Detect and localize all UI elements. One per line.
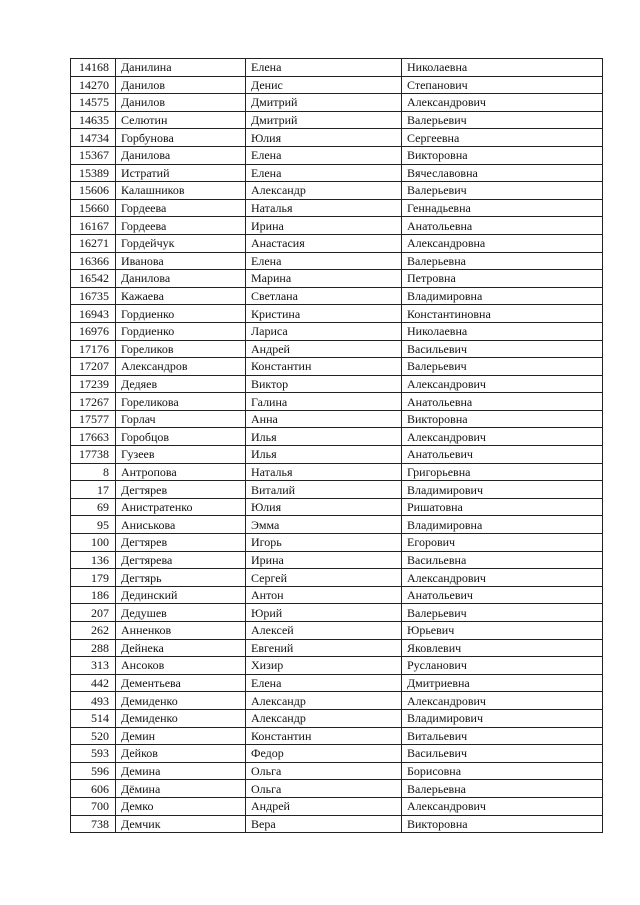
table-row	[71, 340, 603, 358]
cell-first-name: Ирина	[246, 551, 402, 569]
table-row	[71, 199, 603, 217]
cell-last-name: Истратий	[116, 164, 246, 182]
cell-record-number: 16943	[71, 305, 116, 323]
cell-record-number: 493	[71, 692, 116, 710]
table-row	[71, 375, 603, 393]
table-row	[71, 111, 603, 129]
cell-last-name: Дегтярь	[116, 569, 246, 587]
cell-record-number: 14270	[71, 76, 116, 94]
cell-last-name: Данилина	[116, 59, 246, 77]
cell-last-name: Демчик	[116, 815, 246, 833]
table-row	[71, 287, 603, 305]
cell-record-number: 738	[71, 815, 116, 833]
cell-record-number: 15606	[71, 182, 116, 200]
cell-last-name: Гордиенко	[116, 322, 246, 340]
cell-patronymic: Борисовна	[402, 762, 603, 780]
table-row	[71, 76, 603, 94]
cell-patronymic: Сергеевна	[402, 129, 603, 147]
cell-first-name: Константин	[246, 727, 402, 745]
cell-last-name: Аниськова	[116, 516, 246, 534]
cell-last-name: Демиденко	[116, 709, 246, 727]
cell-record-number: 520	[71, 727, 116, 745]
cell-last-name: Данилова	[116, 270, 246, 288]
cell-record-number: 14168	[71, 59, 116, 77]
cell-first-name: Александр	[246, 182, 402, 200]
cell-record-number: 16366	[71, 252, 116, 270]
table-row	[71, 604, 603, 622]
table-row	[71, 129, 603, 147]
table-row	[71, 94, 603, 112]
cell-record-number: 17239	[71, 375, 116, 393]
cell-first-name: Галина	[246, 393, 402, 411]
cell-last-name: Данилов	[116, 94, 246, 112]
cell-patronymic: Валерьевна	[402, 252, 603, 270]
cell-last-name: Гордиенко	[116, 305, 246, 323]
cell-first-name: Игорь	[246, 534, 402, 552]
cell-record-number: 17207	[71, 358, 116, 376]
cell-last-name: Гореликов	[116, 340, 246, 358]
cell-last-name: Горлач	[116, 410, 246, 428]
cell-patronymic: Викторовна	[402, 815, 603, 833]
cell-last-name: Дединский	[116, 586, 246, 604]
cell-record-number: 17738	[71, 446, 116, 464]
cell-patronymic: Вячеславовна	[402, 164, 603, 182]
cell-first-name: Елена	[246, 146, 402, 164]
table-row	[71, 639, 603, 657]
table-row	[71, 410, 603, 428]
table-row	[71, 498, 603, 516]
cell-record-number: 700	[71, 797, 116, 815]
cell-first-name: Ирина	[246, 217, 402, 235]
cell-record-number: 100	[71, 534, 116, 552]
table-row	[71, 569, 603, 587]
cell-record-number: 95	[71, 516, 116, 534]
cell-first-name: Наталья	[246, 199, 402, 217]
cell-record-number: 14734	[71, 129, 116, 147]
table-row	[71, 358, 603, 376]
table-row	[71, 146, 603, 164]
table-row	[71, 270, 603, 288]
cell-last-name: Анненков	[116, 622, 246, 640]
cell-record-number: 14635	[71, 111, 116, 129]
cell-patronymic: Александрович	[402, 692, 603, 710]
cell-first-name: Виктор	[246, 375, 402, 393]
cell-last-name: Дедушев	[116, 604, 246, 622]
cell-first-name: Эмма	[246, 516, 402, 534]
cell-record-number: 179	[71, 569, 116, 587]
cell-patronymic: Валерьевна	[402, 780, 603, 798]
cell-record-number: 16271	[71, 234, 116, 252]
roster-table-body	[71, 59, 603, 833]
cell-patronymic: Александрович	[402, 569, 603, 587]
cell-patronymic: Александрович	[402, 797, 603, 815]
cell-last-name: Антропова	[116, 463, 246, 481]
cell-record-number: 16167	[71, 217, 116, 235]
cell-first-name: Александр	[246, 692, 402, 710]
cell-first-name: Александр	[246, 709, 402, 727]
cell-first-name: Хизир	[246, 657, 402, 675]
cell-first-name: Денис	[246, 76, 402, 94]
cell-patronymic: Ришатовна	[402, 498, 603, 516]
cell-patronymic: Александрович	[402, 375, 603, 393]
cell-last-name: Горбунова	[116, 129, 246, 147]
cell-patronymic: Николаевна	[402, 322, 603, 340]
cell-first-name: Марина	[246, 270, 402, 288]
cell-first-name: Виталий	[246, 481, 402, 499]
cell-last-name: Гузеев	[116, 446, 246, 464]
cell-first-name: Анастасия	[246, 234, 402, 252]
cell-first-name: Евгений	[246, 639, 402, 657]
cell-patronymic: Валерьевич	[402, 604, 603, 622]
cell-record-number: 593	[71, 745, 116, 763]
cell-first-name: Лариса	[246, 322, 402, 340]
table-row	[71, 745, 603, 763]
table-row	[71, 622, 603, 640]
cell-patronymic: Васильевна	[402, 551, 603, 569]
cell-patronymic: Витальевич	[402, 727, 603, 745]
table-row	[71, 657, 603, 675]
cell-patronymic: Васильевич	[402, 340, 603, 358]
cell-last-name: Гордеева	[116, 217, 246, 235]
cell-record-number: 14575	[71, 94, 116, 112]
cell-first-name: Дмитрий	[246, 111, 402, 129]
cell-patronymic: Викторовна	[402, 146, 603, 164]
table-row	[71, 551, 603, 569]
cell-first-name: Светлана	[246, 287, 402, 305]
cell-last-name: Дегтярева	[116, 551, 246, 569]
cell-first-name: Анна	[246, 410, 402, 428]
cell-first-name: Вера	[246, 815, 402, 833]
cell-first-name: Андрей	[246, 340, 402, 358]
table-row	[71, 516, 603, 534]
cell-record-number: 17	[71, 481, 116, 499]
cell-last-name: Данилова	[116, 146, 246, 164]
cell-record-number: 16976	[71, 322, 116, 340]
table-row	[71, 252, 603, 270]
cell-patronymic: Александрович	[402, 428, 603, 446]
cell-patronymic: Анатольевич	[402, 446, 603, 464]
table-row	[71, 534, 603, 552]
cell-first-name: Наталья	[246, 463, 402, 481]
cell-record-number: 15660	[71, 199, 116, 217]
cell-patronymic: Николаевна	[402, 59, 603, 77]
cell-first-name: Елена	[246, 164, 402, 182]
table-row	[71, 393, 603, 411]
table-row	[71, 234, 603, 252]
table-row	[71, 709, 603, 727]
table-row	[71, 692, 603, 710]
cell-patronymic: Васильевич	[402, 745, 603, 763]
cell-patronymic: Валерьевич	[402, 358, 603, 376]
cell-record-number: 16542	[71, 270, 116, 288]
cell-last-name: Дейков	[116, 745, 246, 763]
cell-first-name: Ольга	[246, 780, 402, 798]
cell-record-number: 313	[71, 657, 116, 675]
cell-first-name: Юрий	[246, 604, 402, 622]
cell-last-name: Дегтярев	[116, 534, 246, 552]
table-row	[71, 762, 603, 780]
cell-record-number: 596	[71, 762, 116, 780]
cell-record-number: 69	[71, 498, 116, 516]
cell-last-name: Дементьева	[116, 674, 246, 692]
cell-first-name: Алексей	[246, 622, 402, 640]
table-row	[71, 59, 603, 77]
cell-patronymic: Григорьевна	[402, 463, 603, 481]
cell-first-name: Ольга	[246, 762, 402, 780]
cell-patronymic: Степанович	[402, 76, 603, 94]
cell-record-number: 442	[71, 674, 116, 692]
table-row	[71, 182, 603, 200]
table-row	[71, 305, 603, 323]
cell-record-number: 16735	[71, 287, 116, 305]
cell-patronymic: Геннадьевна	[402, 199, 603, 217]
cell-first-name: Илья	[246, 428, 402, 446]
cell-last-name: Кажаева	[116, 287, 246, 305]
table-row	[71, 322, 603, 340]
cell-last-name: Александров	[116, 358, 246, 376]
cell-first-name: Юлия	[246, 129, 402, 147]
cell-last-name: Демин	[116, 727, 246, 745]
cell-first-name: Константин	[246, 358, 402, 376]
cell-last-name: Демко	[116, 797, 246, 815]
cell-patronymic: Александровна	[402, 234, 603, 252]
cell-record-number: 262	[71, 622, 116, 640]
table-row	[71, 164, 603, 182]
cell-record-number: 606	[71, 780, 116, 798]
cell-patronymic: Владимировна	[402, 516, 603, 534]
cell-record-number: 288	[71, 639, 116, 657]
cell-patronymic: Анатольевна	[402, 393, 603, 411]
cell-patronymic: Викторовна	[402, 410, 603, 428]
cell-record-number: 17577	[71, 410, 116, 428]
cell-patronymic: Владимирович	[402, 481, 603, 499]
table-row	[71, 428, 603, 446]
cell-record-number: 8	[71, 463, 116, 481]
cell-patronymic: Анатольевич	[402, 586, 603, 604]
cell-record-number: 15389	[71, 164, 116, 182]
cell-first-name: Андрей	[246, 797, 402, 815]
cell-record-number: 186	[71, 586, 116, 604]
cell-last-name: Горобцов	[116, 428, 246, 446]
cell-patronymic: Дмитриевна	[402, 674, 603, 692]
cell-patronymic: Анатольевна	[402, 217, 603, 235]
cell-first-name: Илья	[246, 446, 402, 464]
cell-last-name: Демина	[116, 762, 246, 780]
cell-last-name: Калашников	[116, 182, 246, 200]
cell-record-number: 207	[71, 604, 116, 622]
cell-record-number: 15367	[71, 146, 116, 164]
table-row	[71, 780, 603, 798]
cell-first-name: Сергей	[246, 569, 402, 587]
cell-last-name: Гордеева	[116, 199, 246, 217]
cell-patronymic: Александрович	[402, 94, 603, 112]
cell-patronymic: Яковлевич	[402, 639, 603, 657]
cell-first-name: Елена	[246, 59, 402, 77]
cell-record-number: 514	[71, 709, 116, 727]
cell-last-name: Данилов	[116, 76, 246, 94]
cell-first-name: Юлия	[246, 498, 402, 516]
cell-first-name: Елена	[246, 252, 402, 270]
cell-record-number: 17663	[71, 428, 116, 446]
cell-patronymic: Константиновна	[402, 305, 603, 323]
cell-last-name: Демиденко	[116, 692, 246, 710]
cell-first-name: Федор	[246, 745, 402, 763]
table-row	[71, 727, 603, 745]
cell-first-name: Антон	[246, 586, 402, 604]
cell-first-name: Дмитрий	[246, 94, 402, 112]
cell-patronymic: Русланович	[402, 657, 603, 675]
cell-last-name: Селютин	[116, 111, 246, 129]
cell-last-name: Дегтярев	[116, 481, 246, 499]
cell-record-number: 136	[71, 551, 116, 569]
table-row	[71, 586, 603, 604]
cell-last-name: Гордейчук	[116, 234, 246, 252]
table-row	[71, 481, 603, 499]
cell-last-name: Анистратенко	[116, 498, 246, 516]
table-row	[71, 674, 603, 692]
cell-last-name: Дедяев	[116, 375, 246, 393]
table-row	[71, 463, 603, 481]
cell-record-number: 17267	[71, 393, 116, 411]
table-row	[71, 446, 603, 464]
cell-last-name: Дейнека	[116, 639, 246, 657]
cell-patronymic: Владимировна	[402, 287, 603, 305]
cell-last-name: Гореликова	[116, 393, 246, 411]
cell-last-name: Иванова	[116, 252, 246, 270]
cell-patronymic: Юрьевич	[402, 622, 603, 640]
table-row	[71, 797, 603, 815]
cell-patronymic: Владимирович	[402, 709, 603, 727]
table-row	[71, 815, 603, 833]
cell-last-name: Ансоков	[116, 657, 246, 675]
cell-patronymic: Валерьевич	[402, 111, 603, 129]
cell-first-name: Елена	[246, 674, 402, 692]
cell-patronymic: Валерьевич	[402, 182, 603, 200]
roster-table	[70, 58, 603, 833]
cell-last-name: Дёмина	[116, 780, 246, 798]
cell-patronymic: Петровна	[402, 270, 603, 288]
table-row	[71, 217, 603, 235]
cell-record-number: 17176	[71, 340, 116, 358]
cell-first-name: Кристина	[246, 305, 402, 323]
cell-patronymic: Егорович	[402, 534, 603, 552]
